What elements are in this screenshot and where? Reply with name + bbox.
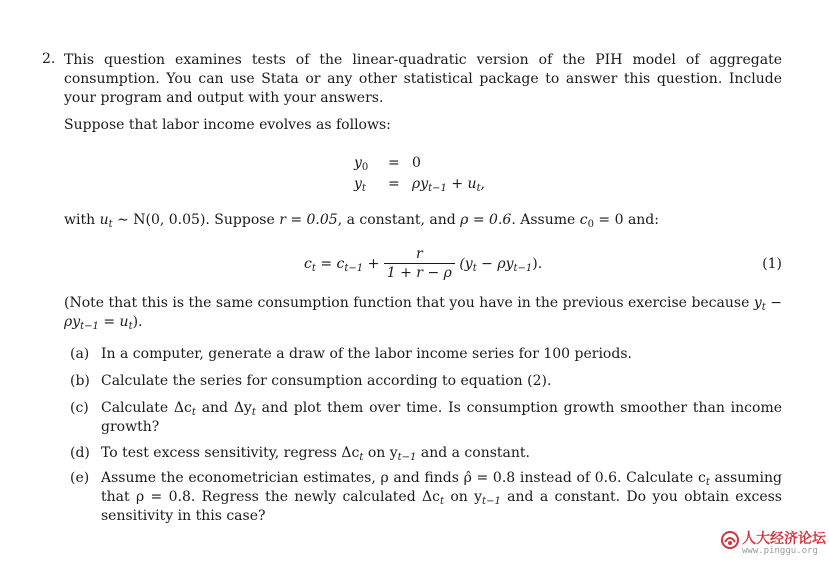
equation-number: (1): [762, 256, 782, 272]
watermark-chinese: 人大经济论坛: [742, 531, 826, 547]
assumptions-line: with $u_t$ ∼ N(0, 0.05). Suppose r = 0.05, a constant, and ρ = 0.6. Assume $c_0 = 0$ and:: [64, 212, 659, 230]
question-intro: This question examines tests of the linear-quadratic version of the PIH model of aggregate consumption. You can use Stata or any other statistical package to answer this question. Include your program and output with your answers.: [64, 52, 782, 106]
note-text: (Note that this is the same consumption function that you have in the previous exercise because $y_t - \rho y_{t-1} = u_t$).: [64, 295, 782, 332]
forum-logo-icon: [720, 530, 740, 550]
equation-yt: $y_t$ = $\rho y_{t-1} + u_t$,: [354, 176, 486, 194]
equation-y0: $y_0$ = 0: [354, 155, 421, 173]
fraction: $\frac{r}{1 + r - \rho}$: [384, 245, 455, 282]
document-page: 2. This question examines tests of the linear-quadratic version of the PIH model of aggregate consumption. You can use Stata or any other statistical package to answer this question. Include your program and output with your answers. Suppose that labor income evolves as follows: $y_0$ = 0 $y_t$ = $\rho y_{t-1} + u_t$, with $u_t$ ∼ N(0, 0.05). Suppose r = 0.05, a constant, and ρ = 0.6. Assume $c_0 = 0$ and: $c_t = c_{t-1}$ + $\frac{r}{1 + r - \rho}$ $(y_t - \rho y_{t-1})$. (1) (Note that this is the same consumption function that you have in the previous exercise because $y_t - \rho y_{t-1} = u_t$). (a) In a computer, generate a draw of the labor income series for 100 periods. (b) Calculate the series for consumption according to equation (2). (c) Calculate $\Delta c_t$ and $\Delta y_t$ and plot them over time. Is consumption growth smoother than income growth? (d) To test excess sensitivity, regress $\Delta c_t$ on $y_{t-1}$ and a constant. (e) Assume the econometrician estimates, ρ and finds ρ̂ = 0.8 instead of 0.6. Calculate $c_t$ assuming that ρ = 0.8. Regress the newly calculated $\Delta c_t$ on $y_{t-1}$ and a constant. Do you obtain excess sensitivity in this case? 人大经济论坛 www.pinggu.org: [0, 0, 829, 565]
question-number: 2.: [42, 51, 56, 67]
watermark-url: www.pinggu.org: [742, 546, 818, 556]
suppose-text: Suppose that labor income evolves as follows:: [64, 117, 391, 133]
consumption-equation: $c_t = c_{t-1}$ + $\frac{r}{1 + r - \rho}$ $(y_t - \rho y_{t-1})$. (1): [304, 246, 782, 281]
watermark: [720, 528, 825, 560]
